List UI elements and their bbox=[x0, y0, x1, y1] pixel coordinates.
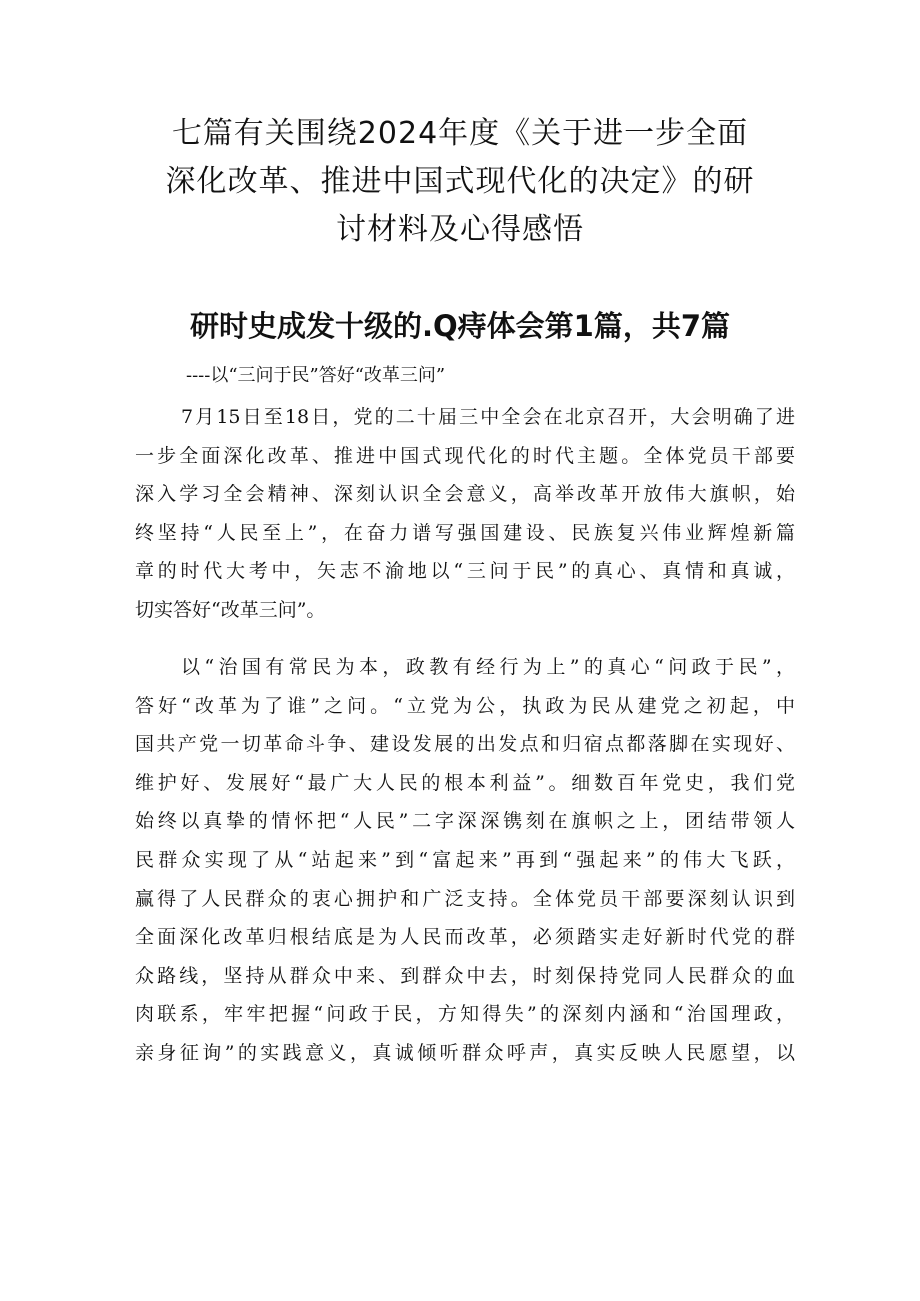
paragraph-line: 章的时代大考中，矢志不渝地以“三问于民”的真心、真情和真诚， bbox=[135, 560, 795, 583]
document-title bbox=[120, 110, 800, 254]
paragraph-line: 肉联系，牢牢把握“问政于民，方知得失”的深刻内涵和“治国理政， bbox=[135, 1003, 795, 1026]
paragraph-line: 答好“改革为了谁”之问。“立党为公，执政为民从建党之初起，中 bbox=[135, 694, 795, 717]
paragraph-line: 全面深化改革归根结底是为人民而改革，必须踏实走好新时代党的群 bbox=[135, 926, 795, 949]
paragraph-line: 赢得了人民群众的衷心拥护和广泛支持。全体党员干部要深刻认识到 bbox=[135, 887, 795, 910]
title-line: 七篇有关围绕2024年度《关于进一步全面 bbox=[171, 116, 749, 151]
paragraph-line: 深入学习全会精神、深刻认识全会意义，高举改革开放伟大旗帜，始 bbox=[135, 483, 795, 506]
title-line: 深化改革、推进中国式现代化的决定》的研 bbox=[165, 164, 755, 199]
body-paragraph bbox=[135, 398, 795, 630]
paragraph-line: 切实答好“改革三问”。 bbox=[135, 598, 326, 621]
paragraph-line: 维护好、发展好“最广大人民的根本利益”。细数百年党史，我们党 bbox=[135, 771, 795, 794]
paragraph-line: 终坚持“人民至上”，在奋力谱写强国建设、民族复兴伟业辉煌新篇 bbox=[135, 521, 795, 544]
body-paragraph bbox=[135, 648, 795, 1073]
paragraph-line: 7月15日至18日，党的二十届三中全会在北京召开，大会明确了进 bbox=[181, 406, 795, 428]
paragraph-line: 众路线，坚持从群众中来、到群众中去，时刻保持党同人民群众的血 bbox=[135, 964, 795, 987]
paragraph-line: 民群众实现了从“站起来”到“富起来”再到“强起来”的伟大飞跃， bbox=[135, 848, 795, 871]
paragraph-line: 亲身征询”的实践意义，真诚倾听群众呼声，真实反映人民愿望，以 bbox=[135, 1041, 795, 1064]
paragraph-line: 始终以真挚的情怀把“人民”二字深深镌刻在旗帜之上，团结带领人 bbox=[135, 810, 795, 833]
section-heading: 研时史成发十级的.Q痔体会第1篇，共7篇 bbox=[189, 309, 731, 343]
paragraph-line: 以“治国有常民为本，政教有经行为上”的真心“问政于民”， bbox=[181, 656, 795, 678]
paragraph-line: 国共产党一切革命斗争、建设发展的出发点和归宿点都落脚在实现好、 bbox=[135, 733, 795, 756]
paragraph-line: 一步全面深化改革、推进中国式现代化的时代主题。全体党员干部要 bbox=[135, 444, 795, 467]
section-subtitle: ----以“三问于民”答好“改革三问” bbox=[186, 365, 446, 386]
title-line: 讨材料及心得感悟 bbox=[336, 212, 584, 247]
